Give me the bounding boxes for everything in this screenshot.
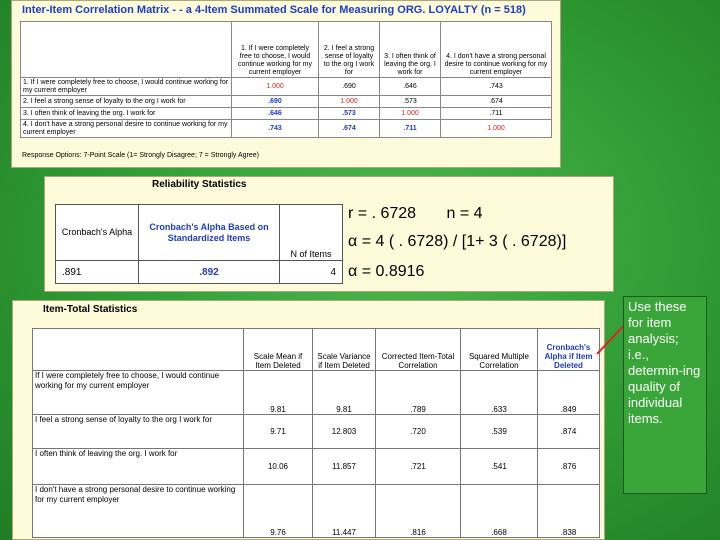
corr-header-2: 2. I feel a strong sense of loyalty to the org I work for bbox=[319, 22, 380, 78]
reliability-title: Reliability Statistics bbox=[152, 179, 247, 190]
response-options-note: Response Options: 7-Point Scale (1= Strongly Disagree; 7 = Strongly Agree) bbox=[22, 152, 259, 159]
rel-header-n: N of Items bbox=[280, 205, 343, 261]
corr-header-1: 1. If I were completely free to choose, I would continue working for my current employer bbox=[232, 22, 319, 78]
correlation-matrix-panel bbox=[11, 0, 561, 168]
formula-line-1 bbox=[348, 205, 483, 223]
table-row: 3. I often think of leaving the org. I work for .646 .573 1.000 .711 bbox=[21, 108, 552, 120]
corr-header-3: 3. I often think of leaving the org. I work for bbox=[380, 22, 441, 78]
table-row: .891 .892 4 bbox=[56, 261, 343, 284]
alpha-symbol: α bbox=[348, 233, 358, 250]
item-total-title: Item-Total Statistics bbox=[43, 304, 138, 315]
table-row: I feel a strong sense of loyalty to the org I work for 9.71 12.803 .720 .539 .874 bbox=[33, 415, 600, 449]
correlation-matrix-table bbox=[20, 21, 552, 138]
formula-line-3: α = 0.8916 bbox=[348, 263, 425, 280]
item-total-table: Scale Mean if Item Deleted Scale Variance if Item Deleted Corrected Item-Total Correlation Squared Multiple Correlation Cronbach's Alpha if Item Deleted If I were completely free to choose, I would continue working for my current employer 9.81 9.81 .789 .633 .849 I feel a strong sense of loyalty to the org I work for 9.71 12.803 .720 .539 .874 I often think of leaving the org. I work for 10.06 11.857 .721 .541 .876 I don't have a strong personal desire to continue working for my current employer 9.76 11.447 .816 .668 .838 bbox=[32, 328, 600, 538]
formula-n: n = 4 bbox=[446, 205, 483, 222]
alpha-symbol: α bbox=[348, 263, 358, 280]
rel-header-std-alpha: Cronbach's Alpha Based on Standardized Items bbox=[139, 205, 280, 261]
alpha-if-deleted-header: Cronbach's Alpha if Item Deleted bbox=[538, 329, 600, 371]
reliability-table bbox=[55, 204, 343, 284]
reliability-panel bbox=[44, 176, 614, 292]
formula-r: r = . 6728 bbox=[348, 205, 417, 222]
corr-header-4: 4. I don't have a strong personal desire to continue working for my current employer bbox=[441, 22, 552, 78]
correlation-matrix-title: Inter-Item Correlation Matrix - - a 4-Item Summated Scale for Measuring ORG. LOYALTY (n = 518) bbox=[22, 4, 526, 16]
rel-header-alpha: Cronbach's Alpha bbox=[56, 205, 139, 261]
item-total-panel bbox=[12, 300, 605, 540]
table-row: I often think of leaving the org. I work for 10.06 11.857 .721 .541 .876 bbox=[33, 449, 600, 485]
table-row: 2. I feel a strong sense of loyalty to the org I work for .690 1.000 .573 .674 bbox=[21, 96, 552, 108]
table-row: I don't have a strong personal desire to continue working for my current employer 9.76 11.447 .816 .668 .838 bbox=[33, 485, 600, 538]
formula-line-2: α = 4 ( . 6728) / [1+ 3 ( . 6728)] bbox=[348, 233, 567, 250]
item-analysis-callout: Use these for item analysis; i.e., determin-ing quality of individual items. bbox=[623, 296, 707, 494]
table-row: 4. I don't have a strong personal desire to continue working for my current employer .743 .674 .711 1.000 bbox=[21, 120, 552, 138]
table-row: 1. If I were completely free to choose, I would continue working for my current employer 1.000 .690 .646 .743 bbox=[21, 78, 552, 96]
table-row: If I were completely free to choose, I would continue working for my current employer 9.81 9.81 .789 .633 .849 bbox=[33, 371, 600, 415]
